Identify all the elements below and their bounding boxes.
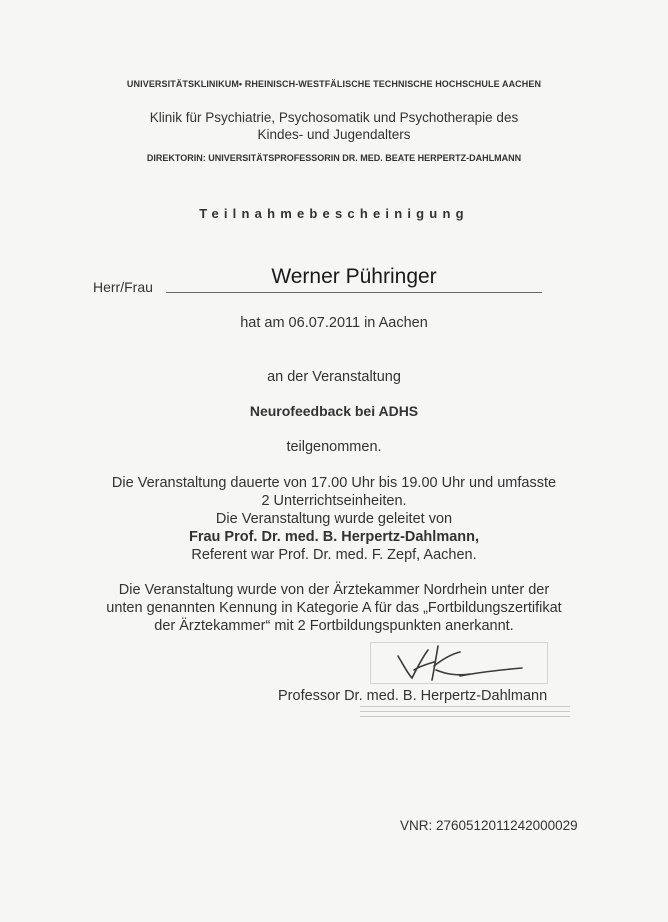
accreditation-line1: Die Veranstaltung wurde von der Ärztekammer Nordrhein unter der (118, 582, 550, 598)
event-intro: an der Veranstaltung (267, 369, 401, 385)
details-line1: Die Veranstaltung dauerte von 17.00 Uhr bis 19.00 Uhr und umfasste (111, 475, 557, 491)
separator-dot: • (238, 79, 243, 89)
clinic-name-line1: Klinik für Psychiatrie, Psychosomatik und Psychotherapie des (149, 110, 519, 125)
participated-text: teilgenommen. (286, 439, 382, 455)
salutation-label: Herr/Frau (93, 279, 153, 295)
event-name: Neurofeedback bei ADHS (249, 403, 419, 419)
signer-name: Professor Dr. med. B. Herpertz-Dahlmann (278, 688, 548, 704)
institution-header (0, 79, 668, 89)
accreditation-text (0, 581, 668, 635)
details-line5: Referent war Prof. Dr. med. F. Zepf, Aachen. (191, 547, 477, 563)
vnr-number: VNR: 2760512011242000029 (400, 818, 578, 833)
details-line4: Frau Prof. Dr. med. B. Herpertz-Dahlmann, (188, 529, 480, 545)
clinic-name (0, 109, 668, 143)
details-line2: 2 Unterrichtseinheiten. (261, 493, 407, 509)
institution-name-a: UNIVERSITÄTSKLINIKUM (126, 79, 239, 89)
event-details (0, 474, 668, 564)
stamp-lines (360, 702, 570, 721)
accreditation-line2: unten genannten Kennung in Kategorie A für das „Fortbildungszertifikat (106, 600, 562, 616)
institution-name-b: RHEINISCH-WESTFÄLISCHE TECHNISCHE HOCHSCHULE AACHEN (244, 79, 542, 89)
participant-name: Werner Pühringer (271, 265, 437, 288)
handwritten-signature (390, 640, 560, 690)
certificate-title: Teilnahmebescheinigung (199, 206, 469, 221)
date-line: hat am 06.07.2011 in Aachen (240, 315, 428, 331)
accreditation-line3: der Ärztekammer“ mit 2 Fortbildungspunkten anerkannt. (154, 618, 514, 634)
director-line: DIREKTORIN: UNIVERSITÄTSPROFESSORIN DR. MED. BEATE HERPERTZ-DAHLMANN (146, 153, 522, 163)
clinic-name-line2: Kindes- und Jugendalters (257, 127, 411, 142)
details-line3: Die Veranstaltung wurde geleitet von (215, 511, 453, 527)
name-underline (166, 292, 542, 293)
